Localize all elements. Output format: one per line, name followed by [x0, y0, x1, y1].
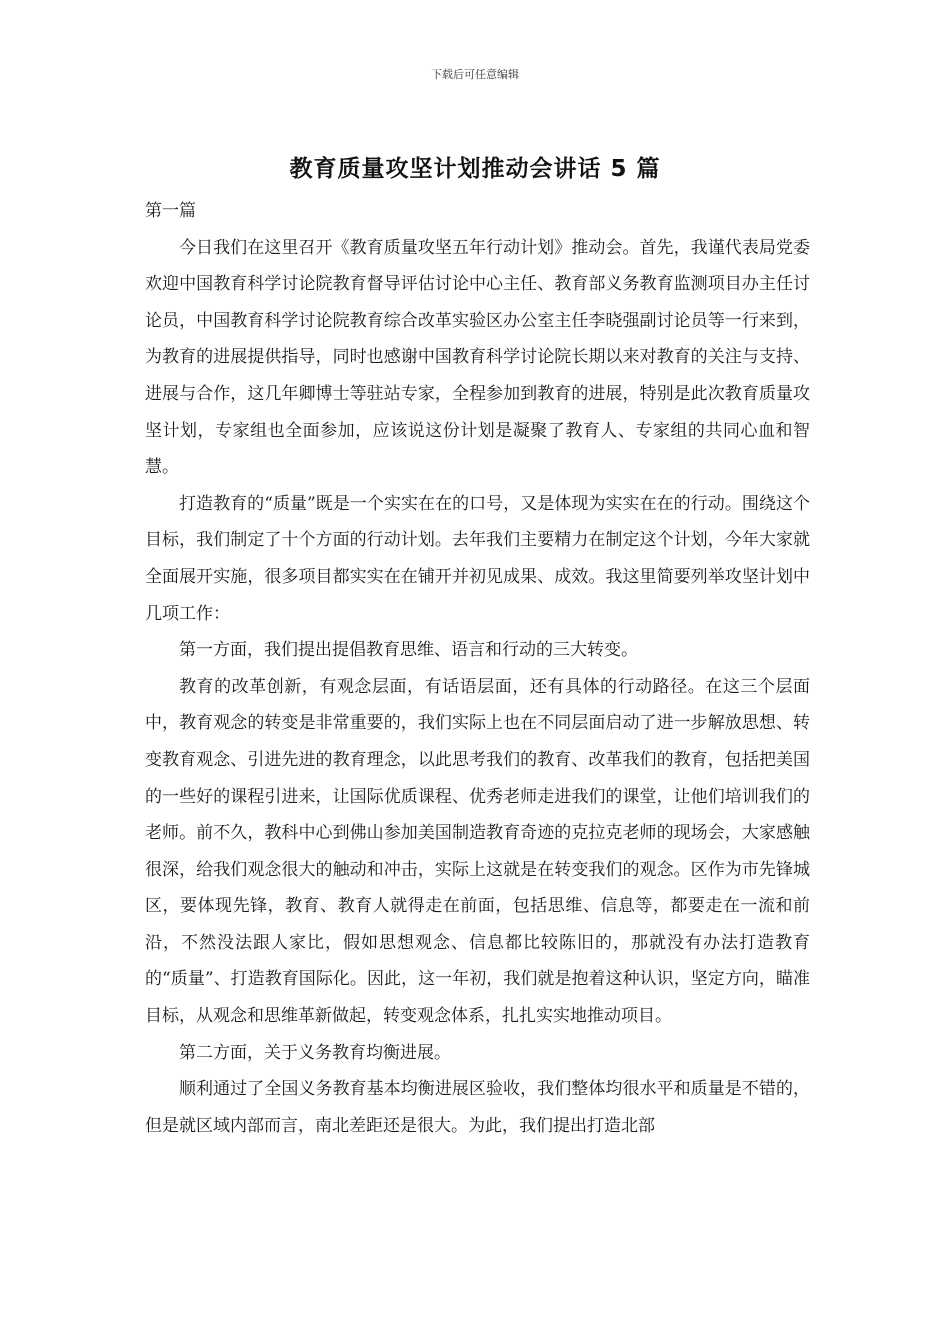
section-label: 第一篇 [145, 201, 196, 221]
paragraph-2: 打造教育的“质量”既是一个实实在在的口号，又是体现为实实在在的行动。围绕这个目标，我们制定了十个方面的行动计划。去年我们主要精力在制定这个计划，今年大家就全面展开实施，很多项目都实实在在铺开并初见成果、成效。我这里简要列举攻坚计划中几项工作： [145, 493, 810, 624]
header-note: 下载后可任意编辑 [431, 68, 519, 81]
paragraph-3: 第一方面，我们提出提倡教育思维、语言和行动的三大转变。 [179, 640, 638, 661]
paragraph-6: 顺利通过了全国义务教育基本均衡进展区验收，我们整体均很水平和质量是不错的，但是就区域内部而言，南北差距还是很大。为此，我们提出打造北部 [145, 1079, 810, 1136]
document-body [145, 193, 810, 1144]
paragraph-1: 今日我们在这里召开《教育质量攻坚五年行动计划》推动会。首先，我谨代表局党委欢迎中国教育科学讨论院教育督导评估讨论中心主任、教育部义务教育监测项目办主任讨论员，中国教育科学讨论院教育综合改革实验区办公室主任李晓强副讨论员等一行来到，为教育的进展提供指导，同时也感谢中国教育科学讨论院长期以来对教育的关注与支持、进展与合作，这几年卿博士等驻站专家，全程参加到教育的进展，特别是此次教育质量攻坚计划，专家组也全面参加，应该说这份计划是凝聚了教育人、专家组的共同心血和智慧。 [145, 237, 810, 478]
paragraph-4: 教育的改革创新，有观念层面，有话语层面，还有具体的行动路径。在这三个层面中，教育观念的转变是非常重要的，我们实际上也在不同层面启动了进一步解放思想、转变教育观念、引进先进的教育理念，以此思考我们的教育、改革我们的教育，包括把美国的一些好的课程引进来，让国际优质课程、优秀老师走进我们的课堂，让他们培训我们的老师。前不久，教科中心到佛山参加美国制造教育奇迹的克拉克老师的现场会，大家感触很深，给我们观念很大的触动和冲击，实际上这就是在转变我们的观念。区作为市先锋城区，要体现先锋，教育、教育人就得走在前面，包括思维、信息等，都要走在一流和前沿，不然没法跟人家比，假如思想观念、信息都比较陈旧的，那就没有办法打造教育的“质量”、打造教育国际化。因此，这一年初，我们就是抱着这种认识，坚定方向，瞄准目标，从观念和思维革新做起，转变观念体系，扎扎实实地推动项目。 [145, 676, 810, 1027]
document-title: 教育质量攻坚计划推动会讲话 5 篇 [289, 156, 661, 182]
paragraph-5: 第二方面，关于义务教育均衡进展。 [179, 1042, 451, 1063]
